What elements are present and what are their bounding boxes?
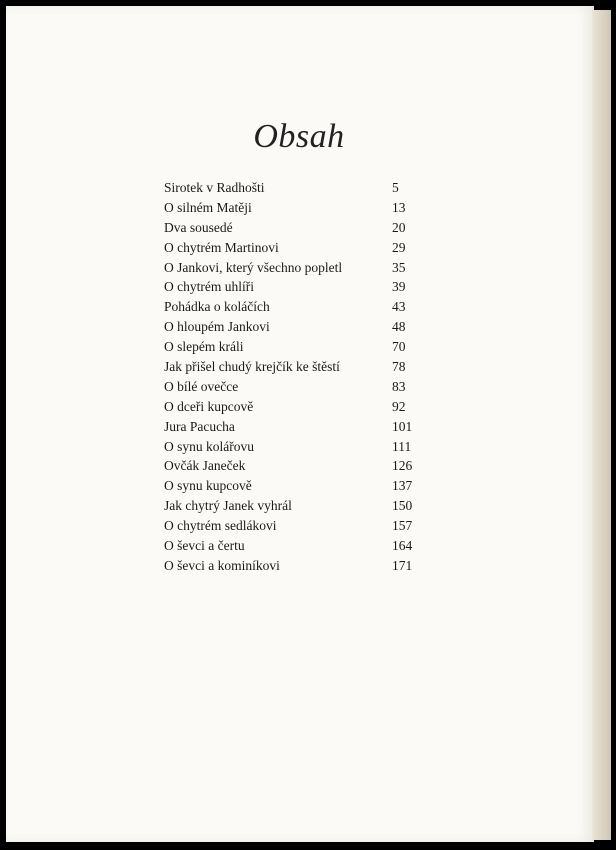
toc-entry — [164, 437, 424, 457]
toc-entry-title: O chytrém Martinovi — [164, 239, 279, 255]
toc-entry-title: O Jankovi, který všechno popletl — [164, 259, 343, 275]
toc-entry-title: Sirotek v Radhošti — [164, 180, 265, 195]
toc-entry — [164, 556, 424, 576]
toc-entry-page: 157 — [392, 518, 413, 534]
toc-entry — [164, 536, 424, 556]
toc-entry — [164, 516, 424, 536]
toc-entry-page: 137 — [392, 478, 413, 494]
toc-entry-title: O chytrém sedlákovi — [164, 518, 277, 534]
toc-entry-page: 92 — [392, 398, 406, 414]
toc-entry-title: Jak chytrý Janek vyhrál — [164, 498, 292, 514]
toc-entry-page: 111 — [392, 438, 412, 454]
toc-entry — [164, 357, 424, 377]
toc-entry — [164, 476, 424, 496]
page-edge — [592, 10, 611, 840]
toc-entry — [164, 218, 424, 238]
toc-entry — [164, 198, 424, 218]
toc-entry-title: O silném Matěji — [164, 199, 252, 215]
toc-entry-title: Dva sousedé — [164, 219, 233, 235]
toc-entry — [164, 337, 424, 357]
toc-entry-page: 48 — [392, 319, 406, 335]
toc-entry — [164, 277, 424, 297]
toc-entry-page: 83 — [392, 378, 406, 394]
toc-entry-title: O synu kupcově — [164, 478, 252, 494]
toc-entry-title: O ševci a čertu — [164, 538, 245, 554]
book-page — [6, 6, 594, 842]
toc-entry — [164, 238, 424, 258]
toc-entry — [164, 397, 424, 417]
toc-entry-title: O bílé ovečce — [164, 378, 239, 394]
toc-entry — [164, 178, 424, 198]
toc-entry — [164, 258, 424, 278]
toc-entry-title: Pohádka o koláčích — [164, 299, 270, 315]
toc-entry-page: 35 — [392, 259, 406, 275]
toc-entry-page: 126 — [392, 458, 413, 474]
toc-entry-title: Jura Pacucha — [164, 418, 235, 434]
toc-entry-title: O chytrém uhlíři — [164, 279, 254, 295]
toc-entry-page: 29 — [392, 239, 406, 255]
toc-entry-title: O ševci a kominíkovi — [164, 557, 280, 573]
toc-entry-page: 43 — [392, 299, 406, 315]
toc-entry — [164, 377, 424, 397]
toc-entry-title: Jak přišel chudý krejčík ke štěstí — [164, 359, 340, 375]
toc-entry-page: 101 — [392, 418, 413, 434]
toc-entry-page: 20 — [392, 219, 406, 235]
toc-entry-title: Ovčák Janeček — [164, 458, 246, 474]
toc-entry-page: 171 — [392, 557, 413, 573]
toc-entry — [164, 456, 424, 476]
toc-entry-page: 150 — [392, 498, 413, 514]
toc-entry-page: 78 — [392, 359, 406, 375]
toc-entry-page: 13 — [392, 199, 406, 215]
toc-entry — [164, 496, 424, 516]
toc-entry-page: 5 — [392, 180, 399, 195]
toc-entry-title: O dceři kupcově — [164, 398, 254, 414]
toc-entry-title: O synu kolářovu — [164, 438, 254, 454]
toc-entry — [164, 317, 424, 337]
toc-entry — [164, 297, 424, 317]
toc-entry-title: O hloupém Jankovi — [164, 319, 270, 335]
table-of-contents — [164, 178, 424, 576]
page-title: Obsah — [253, 118, 345, 155]
toc-entry-title: O slepém králi — [164, 339, 244, 355]
toc-entry-page: 70 — [392, 339, 406, 355]
toc-entry — [164, 417, 424, 437]
toc-entry-page: 164 — [392, 538, 413, 554]
toc-entry-page: 39 — [392, 279, 406, 295]
